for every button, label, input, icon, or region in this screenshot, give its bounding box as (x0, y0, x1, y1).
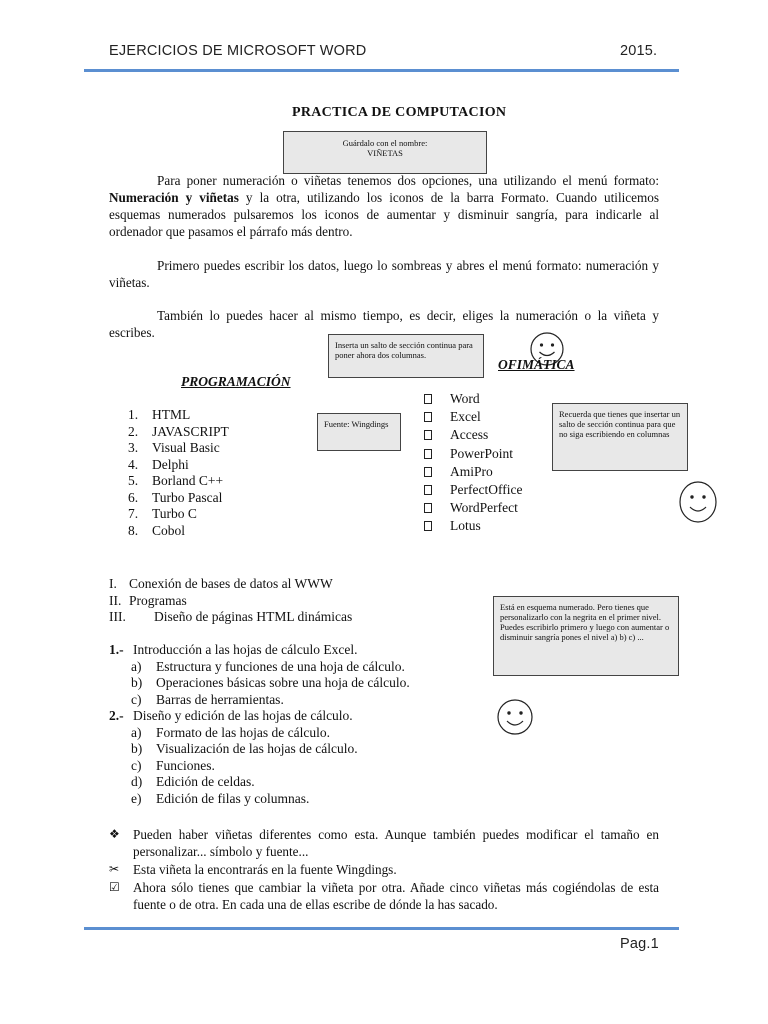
bullet-box-icon (424, 467, 432, 477)
programacion-list (128, 407, 229, 539)
bullet-box-icon (424, 449, 432, 459)
save-as-note (283, 131, 487, 174)
paragraph-1-intro: Para poner numeración o viñetas tenemos dos opciones, una utilizando el menú formato: (157, 173, 659, 188)
page-number: Pag.1 (620, 936, 659, 952)
smiley-icon (678, 480, 718, 524)
list-item: 7. Turbo C (128, 506, 197, 521)
remember-note: Recuerda que tienes que insertar un salto de sección continua para que no siga escribiendo en columnas (552, 403, 688, 471)
list-item: 4. Delphi (128, 456, 189, 472)
paragraph-1-rest: y la otra, utilizando los iconos de la barra Formato. Cuando utilicemos esquemas numerados pulsaremos los iconos de aumentar y disminuir sangría, para indicarle al ordenador que pasamos el párrafo más dentro. (109, 190, 659, 239)
list-item: a) Estructura y funciones de una hoja de cálculo. (131, 658, 405, 674)
list-item: 2.- Diseño y edición de las hojas de cálculo. (109, 708, 353, 723)
list-item: PerfectOffice (424, 481, 522, 499)
paragraph-3: También lo puedes hacer al mismo tiempo, es decir, eliges la numeración o la viñeta y escribes. (109, 308, 659, 340)
roman-list (109, 576, 352, 626)
save-as-filename: VIÑETAS (367, 148, 403, 158)
list-item: ❖ Pueden haber viñetas diferentes como esta. Aunque también puedes modificar el tamaño en personalizar... símbolo y fuente... (109, 827, 659, 859)
header-rule (84, 69, 679, 72)
list-item: 5. Borland C++ (128, 473, 224, 488)
outline-note: Está en esquema numerado. Pero tienes que personalizarlo con la negrita en el primer nivel. Puedes escribirlo primero y luego con aumentar o disminuir sangría pones el nivel a) b) c) ... (493, 596, 679, 676)
diamond-bullet-icon: ❖ (109, 827, 120, 841)
ofimatica-heading: OFIMÁTICA (498, 357, 575, 372)
list-item: 1.- Introducción a las hojas de cálculo Excel. (109, 642, 358, 657)
outline-list (109, 642, 410, 807)
list-item: c) Barras de herramientas. (131, 691, 284, 707)
list-item: III. Diseño de páginas HTML dinámicas (109, 609, 353, 624)
ofimatica-list (424, 390, 522, 536)
list-item: 1. HTML (128, 407, 191, 422)
page-title: PRACTICA DE COMPUTACION (292, 105, 507, 120)
symbol-bullets (109, 826, 659, 913)
list-item: II. Programas (109, 592, 187, 608)
bullet-box-icon (424, 521, 432, 531)
list-item: e) Edición de filas y columnas. (131, 790, 310, 806)
list-item: a) Formato de las hojas de cálculo. (131, 724, 330, 740)
header-year: 2015. (620, 43, 658, 59)
bullet-box-icon (424, 430, 432, 440)
header-title: EJERCICIOS DE MICROSOFT WORD (109, 43, 367, 59)
list-item: 8. Cobol (128, 522, 186, 538)
list-item: 2. JAVASCRIPT (128, 423, 229, 439)
bullet-box-icon (424, 412, 432, 422)
list-item: d) Edición de celdas. (131, 774, 255, 789)
paragraph-2: Primero puedes escribir los datos, luego lo sombreas y abres el menú formato: numeración y viñetas. (109, 258, 659, 290)
bullet-box-icon (424, 394, 432, 404)
list-item: 6. Turbo Pascal (128, 489, 223, 505)
list-item: ✂ Esta viñeta la encontrarás en la fuente Wingdings. (109, 862, 397, 877)
list-item: Lotus (424, 517, 522, 535)
bullet-box-icon (424, 485, 432, 495)
list-item: Access (424, 426, 522, 444)
bullet-box-icon (424, 503, 432, 513)
footer-rule (84, 927, 679, 930)
scissors-bullet-icon: ✂ (109, 862, 120, 876)
paragraph-1 (109, 172, 659, 240)
programacion-heading: PROGRAMACIÓN (181, 374, 291, 389)
list-item: b) Visualización de las hojas de cálculo. (131, 741, 358, 756)
smiley-icon (496, 698, 534, 736)
list-item: AmiPro (424, 463, 522, 481)
list-item: b) Operaciones básicas sobre una hoja de cálculo. (131, 675, 410, 690)
list-item: Excel (424, 408, 522, 426)
list-item: c) Funciones. (131, 757, 215, 773)
list-item: 3. Visual Basic (128, 440, 220, 455)
list-item: PowerPoint (424, 445, 522, 463)
save-as-label: Guárdalo con el nombre: (342, 138, 428, 148)
list-item: ☑ Ahora sólo tienes que cambiar la viñeta por otra. Añade cinco viñetas más cogiéndolas de esta fuente o de otra. En cada una de ellas escribe de dónde la has sacado. (109, 880, 659, 912)
list-item: Word (424, 390, 522, 408)
paragraph-1-bold: Numeración y viñetas (109, 190, 239, 205)
font-note: Fuente: Wingdings (317, 413, 401, 451)
section-break-note: Inserta un salto de sección continua para poner ahora dos columnas. (328, 334, 484, 378)
checkbox-bullet-icon: ☑ (109, 880, 120, 894)
list-item: WordPerfect (424, 499, 522, 517)
list-item: I. Conexión de bases de datos al WWW (109, 576, 333, 591)
